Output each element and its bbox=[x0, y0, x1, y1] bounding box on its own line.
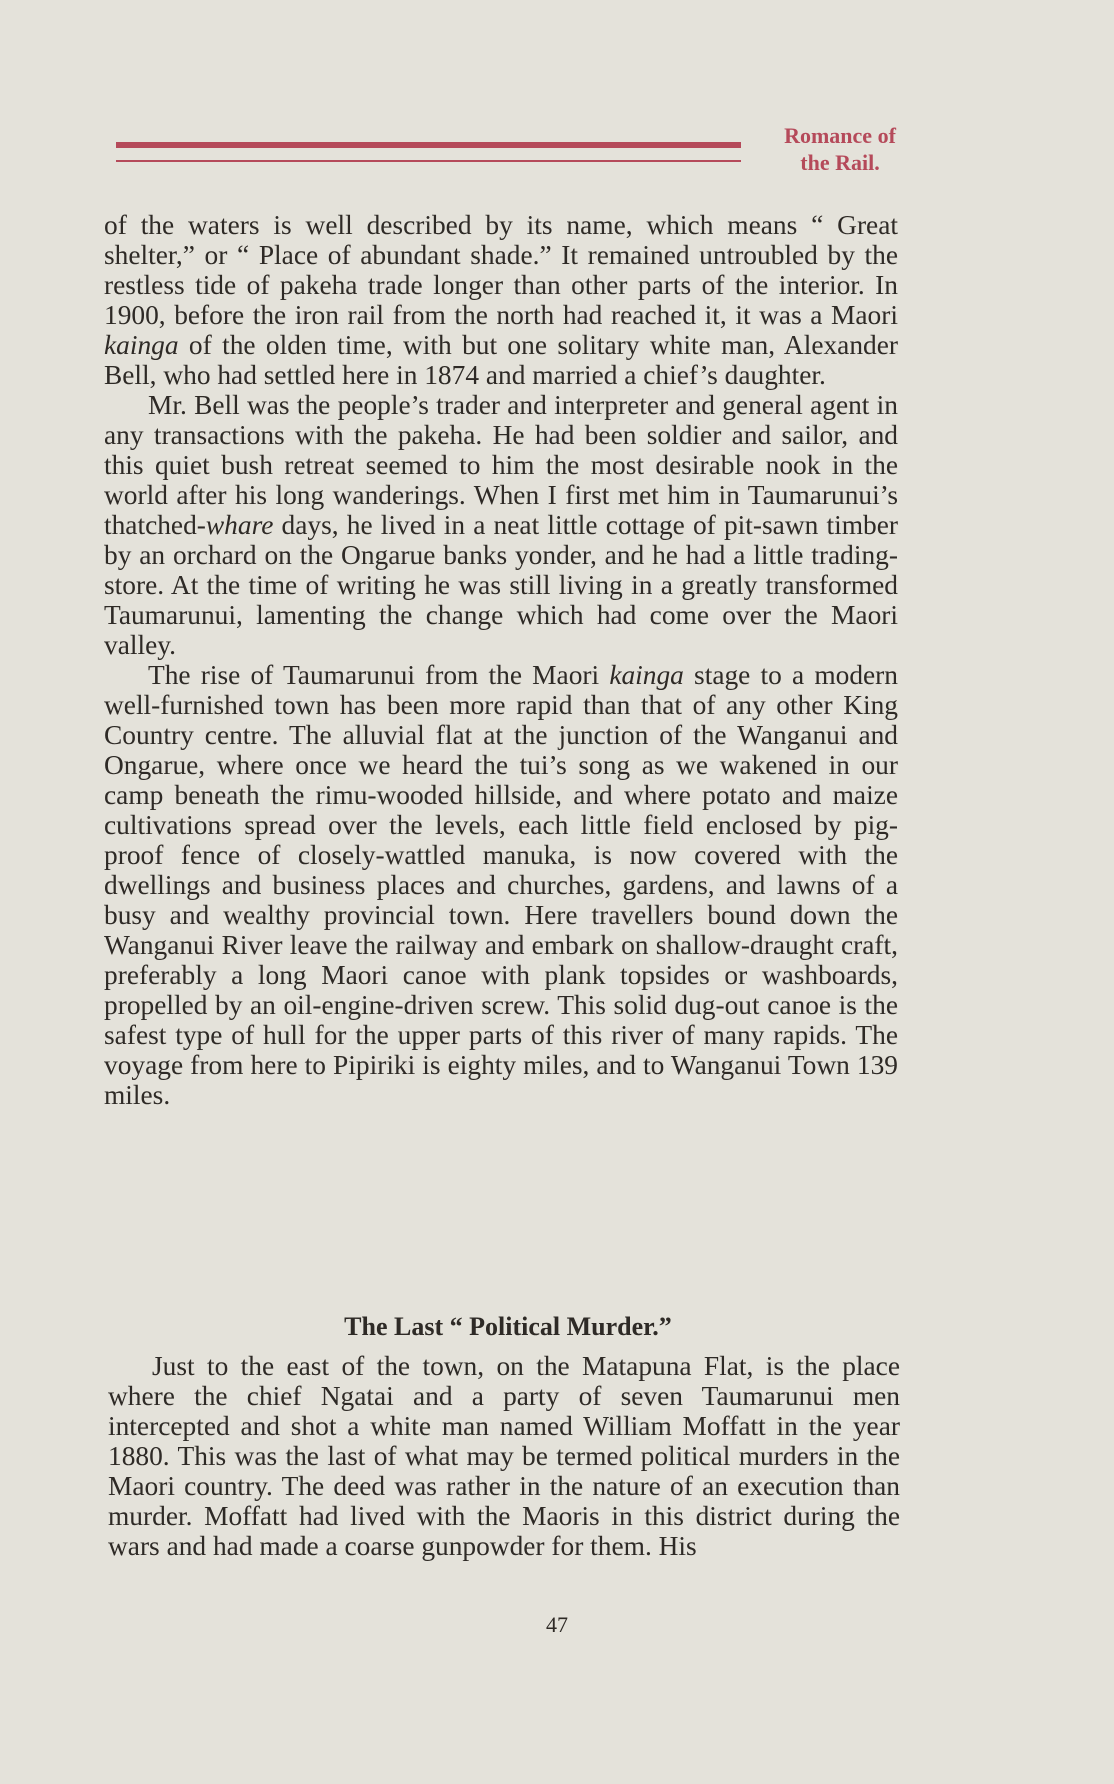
paragraph-3-part-a: The rise of Taumarunui from the Maori bbox=[148, 660, 610, 690]
paragraph-3-part-b: stage to a modern well-furnished town has been more rapid than that of any other King Country centre. The alluvial flat at the junction of the Wanganui and Ongarue, where once we heard the tui’s song as we wakened in our camp beneath the rimu-wooded hillside, and where potato and maize cultivations spread over the levels, each little field enclosed by pig-proof fence of closely-wattled manuka, is now covered with the dwellings and business places and churches, gardens, and lawns of a busy and wealthy provincial town. Here travellers bound down the Wanganui River leave the railway and embark on shallow-draught craft, preferably a long Maori canoe with plank topsides or washboards, propelled by an oil-engine-driven screw. This solid dug-out canoe is the safest type of hull for the upper parts of this river of many rapids. The voyage from here to Pipiriki is eighty miles, and to Wanganui Town 139 miles. bbox=[104, 660, 899, 1110]
paragraph-4: Just to the east of the town, on the Matapuna Flat, is the place where the chief Ngatai and a party of seven Taumarunui men intercepted and shot a white man named William Moffatt in the year 1880. This was the last of what may be termed political murders in the Maori country. The deed was rather in the nature of an execution than murder. Moffatt had lived with the Maoris in this district during the wars and had made a coarse gunpowder for them. His bbox=[108, 1351, 900, 1561]
paragraph-2-italic-whare: whare bbox=[205, 510, 274, 540]
running-head-line-2: the Rail. bbox=[800, 150, 880, 175]
paragraph-1 bbox=[104, 210, 898, 390]
paragraph-2 bbox=[104, 390, 898, 660]
paragraph-1-part-b: of the olden time, with but one solitary white man, Alexander Bell, who had settled here in 1874 and married a chief’s daughter. bbox=[104, 330, 898, 390]
paragraph-1-part-a: of the waters is well described by its name, which means “ Great shelter,” or “ Place of abundant shade.” It remained untroubled by the restless tide of pakeha trade longer than other parts of the interior. In 1900, before the iron rail from the north had reached it, it was a Maori bbox=[104, 210, 898, 330]
header-rule-thick bbox=[116, 142, 741, 148]
running-head bbox=[760, 122, 920, 176]
paragraph-3 bbox=[104, 660, 898, 1110]
header-rule-thin bbox=[116, 160, 741, 162]
body-text-upper bbox=[104, 210, 898, 1110]
paragraph-1-italic-kainga: kainga bbox=[104, 330, 179, 360]
paragraph-3-italic-kainga: kainga bbox=[609, 660, 684, 690]
page-number: 47 bbox=[546, 1612, 568, 1637]
paragraph-2-part-a: Mr. Bell was the people’s trader and interpreter and general agent in any transactions with the pakeha. He had been soldier and sailor, and this quiet bush retreat seemed to him the most desirable nook in the world after his long wanderings. When I first met him in Taumarunui’s thatched- bbox=[104, 390, 898, 540]
section-heading: The Last “ Political Murder.” bbox=[344, 1312, 672, 1341]
paragraph-2-part-b: days, he lived in a neat little cottage of pit-sawn timber by an orchard on the Ongarue banks yonder, and he had a little trading-store. At the time of writing he was still living in a greatly transformed Taumarunui, lamenting the change which had come over the Maori valley. bbox=[104, 510, 898, 660]
running-head-line-1: Romance of bbox=[784, 123, 896, 148]
body-text-lower bbox=[108, 1351, 900, 1561]
